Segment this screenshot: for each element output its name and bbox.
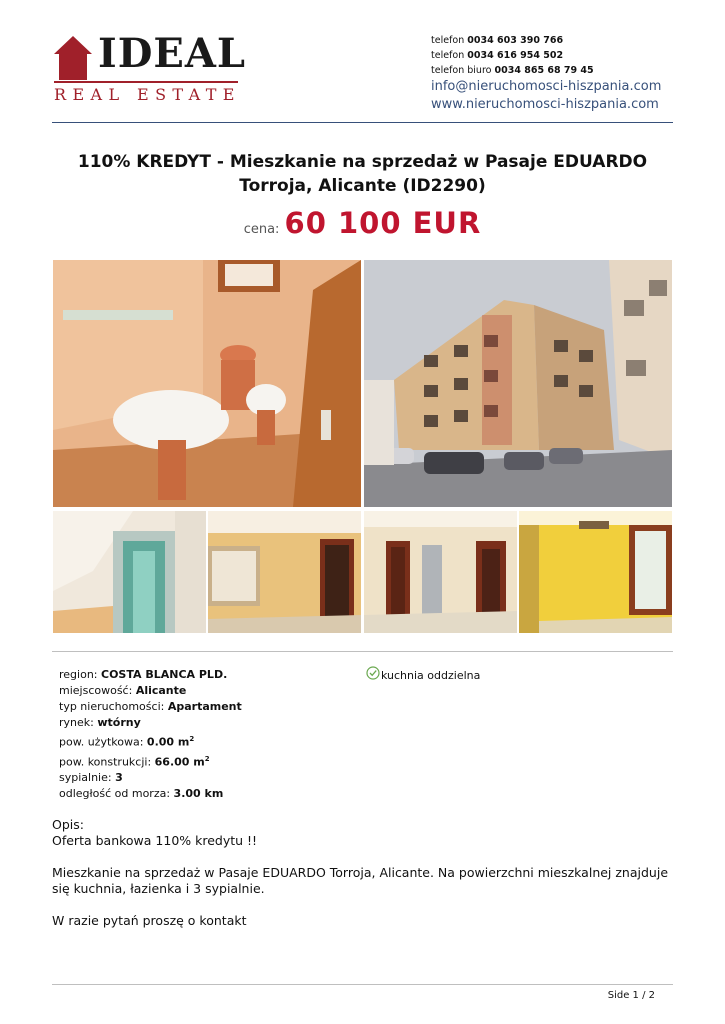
price-row	[52, 206, 673, 240]
page-number: Side 1 / 2	[607, 990, 655, 1001]
description-line: W razie pytań proszę o kontakt	[52, 913, 247, 928]
contact-block	[431, 33, 691, 114]
detail-row	[59, 786, 242, 802]
phone-number[interactable]: 0034 865 68 79 45	[494, 65, 594, 76]
detail-value: 0.00 m	[146, 735, 190, 749]
detail-row	[59, 731, 242, 751]
detail-label: miejscowość:	[59, 684, 136, 697]
description	[52, 817, 673, 929]
phone-number[interactable]: 0034 603 390 766	[467, 35, 564, 46]
phone-line	[431, 33, 691, 48]
detail-row	[59, 699, 242, 715]
phone-line	[431, 48, 691, 63]
detail-label: typ nieruchomości:	[59, 700, 168, 713]
detail-label: sypialnie:	[59, 771, 116, 785]
listing-title: 110% KREDYT - Mieszkanie na sprzedaż w Pasaje EDUARDO Torroja, Alicante (ID2290)	[77, 152, 648, 196]
logo-wordmark: IDEAL	[98, 30, 247, 77]
header-divider	[52, 122, 673, 123]
photo-yellow-room	[519, 511, 672, 633]
phone-label: telefon	[431, 35, 468, 46]
phone-label: telefon	[431, 50, 468, 61]
detail-label: pow. konstrukcji:	[59, 755, 155, 769]
check-icon	[366, 666, 380, 680]
unit-superscript: 2	[189, 735, 195, 743]
description-heading: Opis:	[52, 817, 84, 832]
detail-value: Alicante	[135, 684, 187, 697]
photo-building-exterior	[364, 260, 672, 507]
photo-bathroom	[53, 260, 361, 507]
spacer	[52, 897, 673, 913]
property-details	[59, 667, 242, 802]
spacer	[52, 849, 673, 865]
logo-divider	[54, 81, 238, 83]
website-link[interactable]: www.nieruchomosci-hiszpania.com	[431, 97, 659, 112]
description-line: Oferta bankowa 110% kredytu !!	[52, 833, 258, 848]
unit-superscript: 2	[204, 754, 210, 763]
logo-subtitle: REAL ESTATE	[54, 85, 241, 104]
house-icon	[54, 36, 92, 80]
detail-label: rynek:	[59, 716, 98, 729]
feature-label: kuchnia oddzielna	[381, 669, 481, 682]
phone-number[interactable]: 0034 616 954 502	[467, 50, 564, 61]
description-line: Mieszkanie na sprzedaż w Pasaje EDUARDO Torroja, Alicante. Na powierzchni mieszkalnej znajduje się kuchnia, łazienka i 3 sypialnie.	[52, 865, 669, 896]
detail-label: pow. użytkowa:	[59, 735, 147, 749]
photo-corridor	[364, 511, 517, 633]
phone-label: telefon biuro	[431, 65, 495, 76]
detail-row	[59, 770, 242, 786]
detail-value: 3	[115, 771, 123, 785]
detail-label: odległość od morza:	[59, 787, 174, 801]
detail-value: COSTA BLANCA PLD.	[101, 668, 228, 681]
detail-row	[59, 751, 242, 771]
photo-room-window	[208, 511, 361, 633]
detail-value: 66.00 m	[154, 755, 205, 769]
photo-hallway-door	[53, 511, 206, 633]
detail-row	[59, 667, 242, 683]
price-label: cena:	[243, 222, 280, 237]
detail-row	[59, 715, 242, 731]
detail-value: 3.00 km	[173, 787, 224, 801]
detail-value: wtórny	[97, 716, 141, 729]
feature-item	[366, 668, 480, 684]
email-link[interactable]: info@nieruchomosci-hiszpania.com	[431, 79, 662, 94]
detail-value: Apartament	[167, 700, 242, 713]
footer-divider	[52, 984, 673, 985]
company-logo	[54, 30, 247, 106]
phone-line	[431, 63, 691, 78]
price-value: 60 100 EUR	[284, 206, 482, 240]
detail-label: region:	[59, 668, 101, 681]
section-divider	[52, 651, 673, 652]
detail-row	[59, 683, 242, 699]
